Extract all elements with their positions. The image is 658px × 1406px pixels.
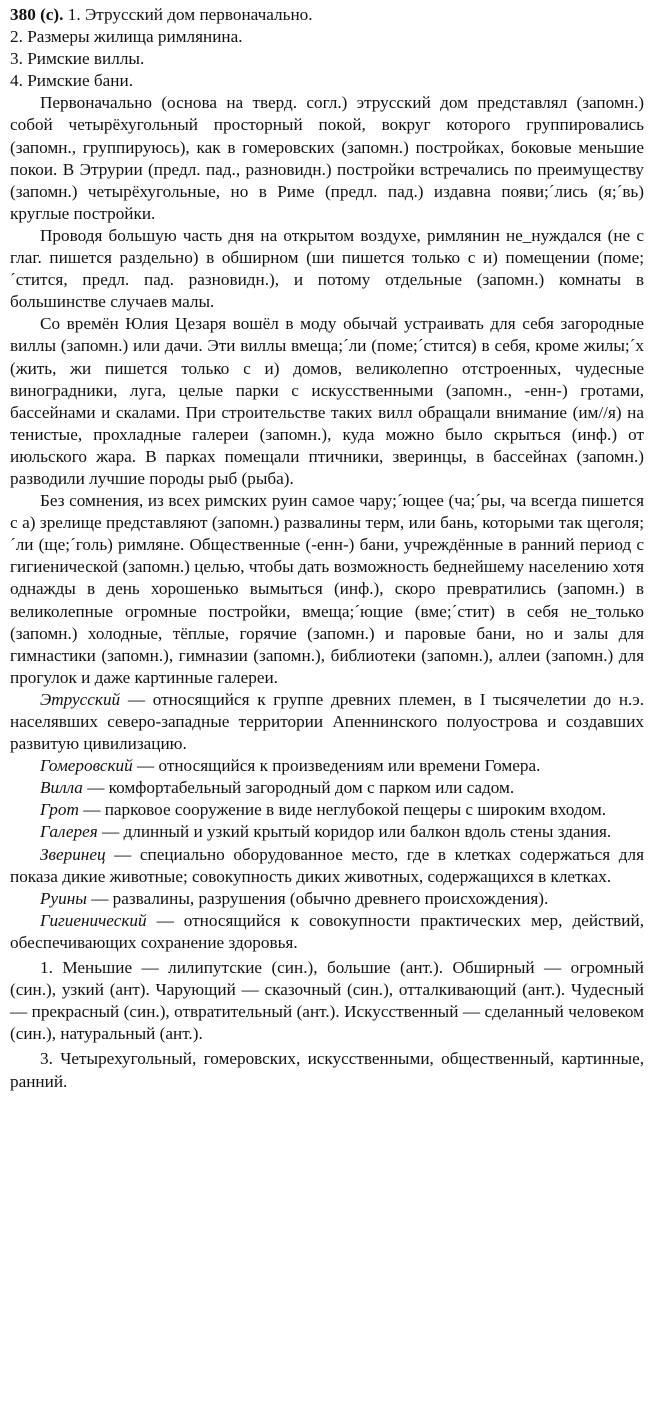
plan-item-1: 1. Этрусский дом первоначально.: [67, 5, 313, 24]
text-paragraph-2: Проводя большую часть дня на открытом воздухе, римлянин не_нуждался (не с глаг. пишется раздельно) в обширном (ши пишется только с и) помещении (поме;´стится, предл. пад. разновидн.), и потому отдельные (запомн.) комнаты в большинстве случаев малы.: [10, 225, 644, 312]
task-header: [10, 4, 644, 26]
definition-term: Руины: [40, 888, 87, 908]
definition-term: Грот: [40, 800, 79, 820]
definition-term: Гомеровский: [40, 756, 133, 776]
definition-menagerie: [10, 844, 644, 888]
plan-item-2: 2. Размеры жилища римлянина.: [10, 27, 243, 47]
plan-item-4: 4. Римские бани.: [10, 71, 133, 91]
definition-ruins: [10, 888, 644, 910]
definition-text: — относящийся к произведениям или времени Гомера.: [132, 756, 541, 776]
definition-term: Вилла: [40, 778, 83, 798]
definition-term: Зверинец: [40, 844, 106, 864]
definition-text: — специально оборудованное место, где в клетках содержаться для показа дикие животные; совокупность диких животных, содержащихся в клетках.: [10, 844, 644, 886]
definition-villa: [10, 777, 644, 799]
definition-etruscan: [10, 689, 644, 755]
definition-term: Галерея: [40, 822, 98, 842]
definition-gallery: [10, 821, 644, 843]
definition-hygienic: [10, 910, 644, 954]
answer-words: 3. Четырехугольный, гомеровских, искусственными, общественный, картинные, ранний.: [10, 1049, 644, 1091]
definition-homeric: [10, 755, 644, 777]
definition-text: — относящийся к совокупности практических мер, действий, обеспечивающих сохранение здоровья.: [10, 910, 644, 952]
definition-grotto: [10, 799, 644, 821]
answer-synonyms: 1. Меньшие — лилипутские (син.), большие (ант.). Обширный — огромный (син.), узкий (ант). Чарующий — сказочный (син.), отталкивающий (ант.). Чудесный — прекрасный (син.), отвратительный (ант.). Искусственный — сделанный человеком (син.), натуральный (ант.).: [10, 958, 644, 1044]
task-number: 380 (с).: [10, 5, 64, 24]
text-paragraph-1: Первоначально (основа на тверд. согл.) этрусский дом представлял (запомн.) собой четырёхугольный просторный покой, вокруг которого группировались (запомн., группируюсь), как в гомеровских (запомн.) постройках, боковые меньшие покои. В Этрурии (предл. пад., разновидн.) постройки встречались по преимуществу (запомн.) четырёхугольные, но в Риме (предл. пад.) издавна появи;´лись (я;´вь) круглые постройки.: [10, 93, 644, 223]
text-paragraph-4: Без сомнения, из всех римских руин самое чару;´ющее (ча;´ры, ча всегда пишется с а) зрелище представляют (запомн.) развалины терм, или бань, которыми так щеголя;´ли (ще;´голь) римляне. Общественные (-енн-) бани, учреждённые в ранний период с гигиенической (запомн.) целью, чтобы дать возможность беднейшему населению хотя однажды в день хорошенько вымыться (инф.), скоро превратились (запомн.) в великолепные огромные постройки, вмеща;´ющие (вме;´стит) в себя не_только (запомн.) холодные, тёплые, горячие (запомн.) и паровые бани, но и залы для гимнастики (запомн.), гимназии (запомн.), библиотеки (запомн.), аллеи (запомн.) для прогулок и даже картинные галереи.: [10, 491, 644, 687]
definition-term: Гигиенический: [40, 910, 147, 930]
definition-term: Этрусский: [40, 689, 121, 709]
definition-text: — относящийся к группе древних племен, в I тысячелетии до н.э. населявших северо-западные территории Апеннинского полуострова и создавших развитую цивилизацию.: [10, 689, 644, 754]
plan-item-3: 3. Римские виллы.: [10, 49, 145, 69]
definition-text: — развалины, разрушения (обычно древнего происхождения).: [86, 888, 549, 908]
definition-text: — парковое сооружение в виде неглубокой пещеры с широким входом.: [78, 800, 607, 820]
definition-text: — комфортабельный загородный дом с парком или садом.: [82, 778, 515, 798]
text-paragraph-3: Со времён Юлия Цезаря вошёл в моду обычай устраивать для себя загородные виллы (запомн.) или дачи. Эти виллы вмеща;´ли (поме;´стится) в себя, кроме жилы;´х (жить, жи пишется только с и) домов, великолепно отстроенных, чудесные виноградники, луга, целые парки с искусственными (запомн., -енн-) гротами, бассейнами и скалами. При строительстве таких вилл обращали внимание (им//я) на тенистые, прохладные галереи (запомн.), куда можно было скрыться (инф.) от июльского жара. В парках помещали птичники, зверинцы, в бассейнах (запомн.) разводили лучшие породы рыб (рыба).: [10, 314, 644, 488]
definition-text: — длинный и узкий крытый коридор или балкон вдоль стены здания.: [97, 822, 612, 842]
